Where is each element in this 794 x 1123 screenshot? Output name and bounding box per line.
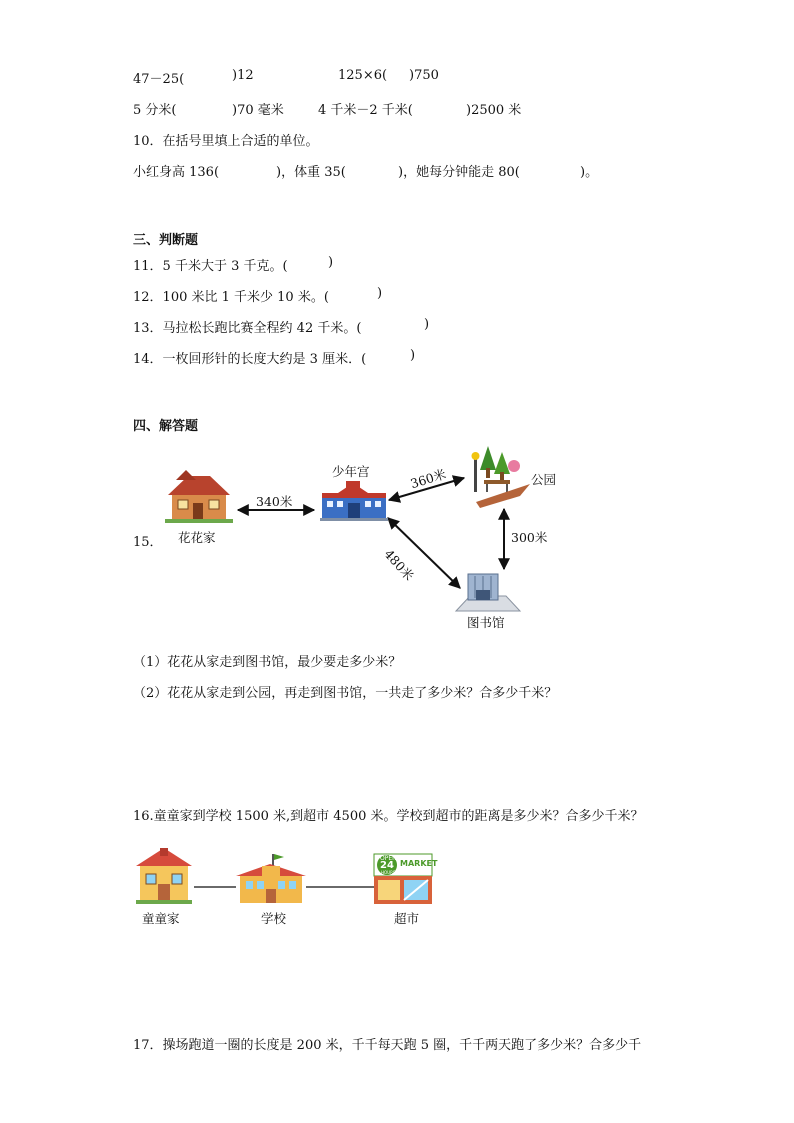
- q14-paren: ): [410, 348, 416, 363]
- q12-paren: ): [377, 286, 383, 301]
- label-youth-palace: 少年宫: [332, 464, 370, 479]
- tongtong-home-icon: [136, 848, 192, 904]
- dist-park-library: 300米: [511, 530, 548, 545]
- market-sign-word: MARKET: [400, 859, 438, 868]
- park-icon: [472, 446, 531, 508]
- market-sign-hours: HOURS: [381, 870, 396, 875]
- q11-text: 11．5 千米大于 3 千克。(: [133, 259, 288, 274]
- q14-text: 14．一枚回形针的长度大约是 3 厘米．(: [133, 352, 367, 367]
- dist-palace-park: 360米: [408, 466, 448, 492]
- label-tongtong-home: 童童家: [142, 911, 180, 926]
- q13-paren: ): [424, 317, 430, 332]
- q15-number: 15．: [133, 535, 163, 550]
- dist-home-palace: 340米: [256, 494, 293, 509]
- compare-1a: 47－25(: [133, 72, 185, 87]
- market-sign-open: OPEN: [380, 855, 397, 862]
- home-house-icon: [165, 470, 233, 523]
- q16-text: 16.童童家到学校 1500 米,到超市 4500 米。学校到超市的距离是多少米？合多少千米？: [133, 809, 644, 824]
- label-park: 公园: [531, 472, 557, 487]
- q10-text-b: )，体重 35(: [276, 165, 346, 180]
- section4-title: 四、解答题: [133, 419, 199, 434]
- compare-2b: )70 毫米: [232, 103, 284, 118]
- q10-text-d: )。: [580, 165, 599, 180]
- youth-palace-icon: [320, 481, 388, 521]
- label-school: 学校: [261, 911, 287, 926]
- label-library: 图书馆: [467, 615, 505, 630]
- library-icon: [456, 574, 520, 611]
- label-market: 超市: [394, 911, 420, 926]
- q12-text: 12．100 米比 1 千米少 10 米。(: [133, 290, 329, 305]
- label-home: 花花家: [178, 530, 216, 545]
- market-sign-num: 24: [380, 860, 394, 871]
- compare-2c: 4 千米－2 千米(: [318, 103, 413, 118]
- q10-text-a: 小红身高 136(: [133, 165, 220, 180]
- q10-text-c: )，她每分钟能走 80(: [398, 165, 520, 180]
- q15-sub2: （2）花花从家走到公园，再走到图书馆，一共走了多少米？合多少千米？: [133, 686, 558, 701]
- school-icon: [236, 854, 306, 903]
- q15-sub1: （1）花花从家走到图书馆，最少要走多少米？: [133, 655, 402, 670]
- dist-palace-library: 480米: [381, 546, 417, 584]
- compare-2a: 5 分米(: [133, 103, 177, 118]
- q13-text: 13．马拉松长跑比赛全程约 42 千米。(: [133, 321, 362, 336]
- compare-2d: )2500 米: [466, 103, 522, 118]
- q11-paren: ): [328, 255, 334, 270]
- compare-1c: 125×6(: [338, 68, 388, 83]
- compare-1b: )12: [232, 68, 254, 83]
- compare-1d: )750: [409, 68, 439, 83]
- section3-title: 三、判断题: [133, 233, 199, 248]
- q17-text: 17．操场跑道一圈的长度是 200 米，千千每天跑 5 圈，千千两天跑了多少米？合多少千: [133, 1038, 642, 1053]
- q10-title: 10．在括号里填上合适的单位。: [133, 134, 319, 149]
